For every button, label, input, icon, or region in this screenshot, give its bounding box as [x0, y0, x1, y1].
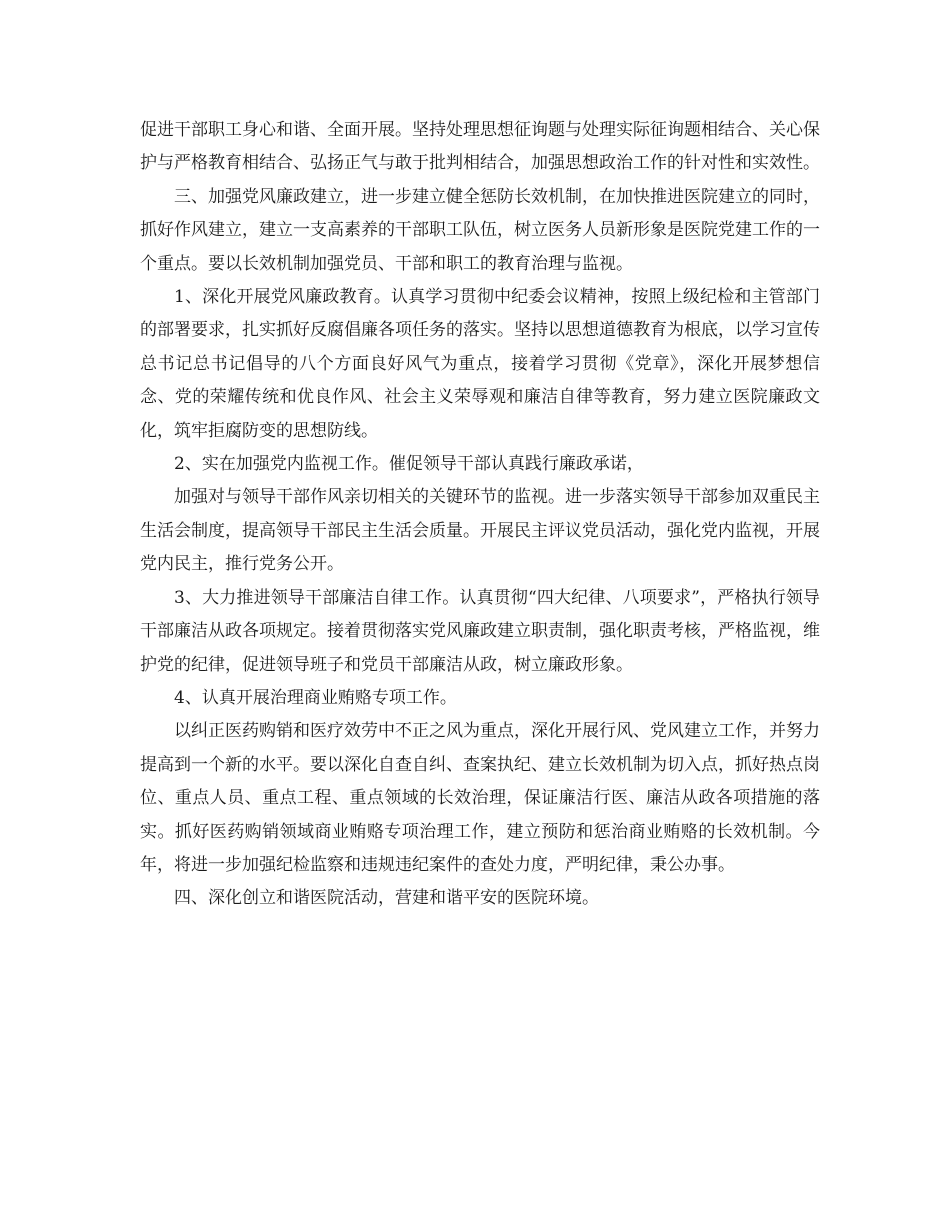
paragraph: 3、大力推进领导干部廉洁自律工作。认真贯彻“四大纪律、八项要求”，严格执行领导干部廉洁从政各项规定。接着贯彻落实党风廉政建立职责制，强化职责考核，严格监视，维护党的纪律，促进领导班子和党员干部廉洁从政，树立廉政形象。 [140, 587, 820, 675]
paragraph: 1、深化开展党风廉政教育。认真学习贯彻中纪委会议精神，按照上级纪检和主管部门的部署要求，扎实抓好反腐倡廉各项任务的落实。坚持以思想道德教育为根底，以学习宣传总书记总书记倡导的八个方面良好风气为重点，接着学习贯彻《党章》，深化开展梦想信念、党的荣耀传统和优良作风、社会主义荣辱观和廉洁自律等教育，努力建立医院廉政文化，筑牢拒腐防变的思想防线。 [140, 287, 820, 441]
paragraph: 四、深化创立和谐医院活动，营建和谐平安的医院环境。 [174, 888, 599, 909]
paragraph: 4、认真开展治理商业贿赂专项工作。 [174, 687, 457, 708]
paragraph: 三、加强党风廉政建立，进一步建立健全惩防长效机制，在加快推进医院建立的同时，抓好作风建立，建立一支高素养的干部职工队伍，树立医务人员新形象是医院党建工作的一个重点。要以长效机制加强党员、干部和职工的教育治理与监视。 [140, 186, 820, 274]
document-body [140, 114, 820, 916]
paragraph: 2、实在加强党内监视工作。催促领导干部认真践行廉政承诺， [174, 454, 644, 475]
paragraph: 加强对与领导干部作风亲切相关的关键环节的监视。进一步落实领导干部参加双重民主生活会制度，提高领导干部民主生活会质量。开展民主评议党员活动，强化党内监视，开展党内民主，推行党务公开。 [140, 487, 820, 575]
paragraph: 促进干部职工身心和谐、全面开展。坚持处理思想征询题与处理实际征询题相结合、关心保护与严格教育相结合、弘扬正气与敢于批判相结合，加强思想政治工作的针对性和实效性。 [140, 120, 820, 174]
paragraph: 以纠正医药购销和医疗效劳中不正之风为重点，深化开展行风、党风建立工作，并努力提高到一个新的水平。要以深化自查自纠、查案执纪、建立长效机制为切入点，抓好热点岗位、重点人员、重点工程、重点领域的长效治理，保证廉洁行医、廉洁从政各项措施的落实。抓好医药购销领域商业贿赂专项治理工作，建立预防和惩治商业贿赂的长效机制。今年，将进一步加强纪检监察和违规违纪案件的查处力度，严明纪律，秉公办事。 [140, 721, 820, 875]
